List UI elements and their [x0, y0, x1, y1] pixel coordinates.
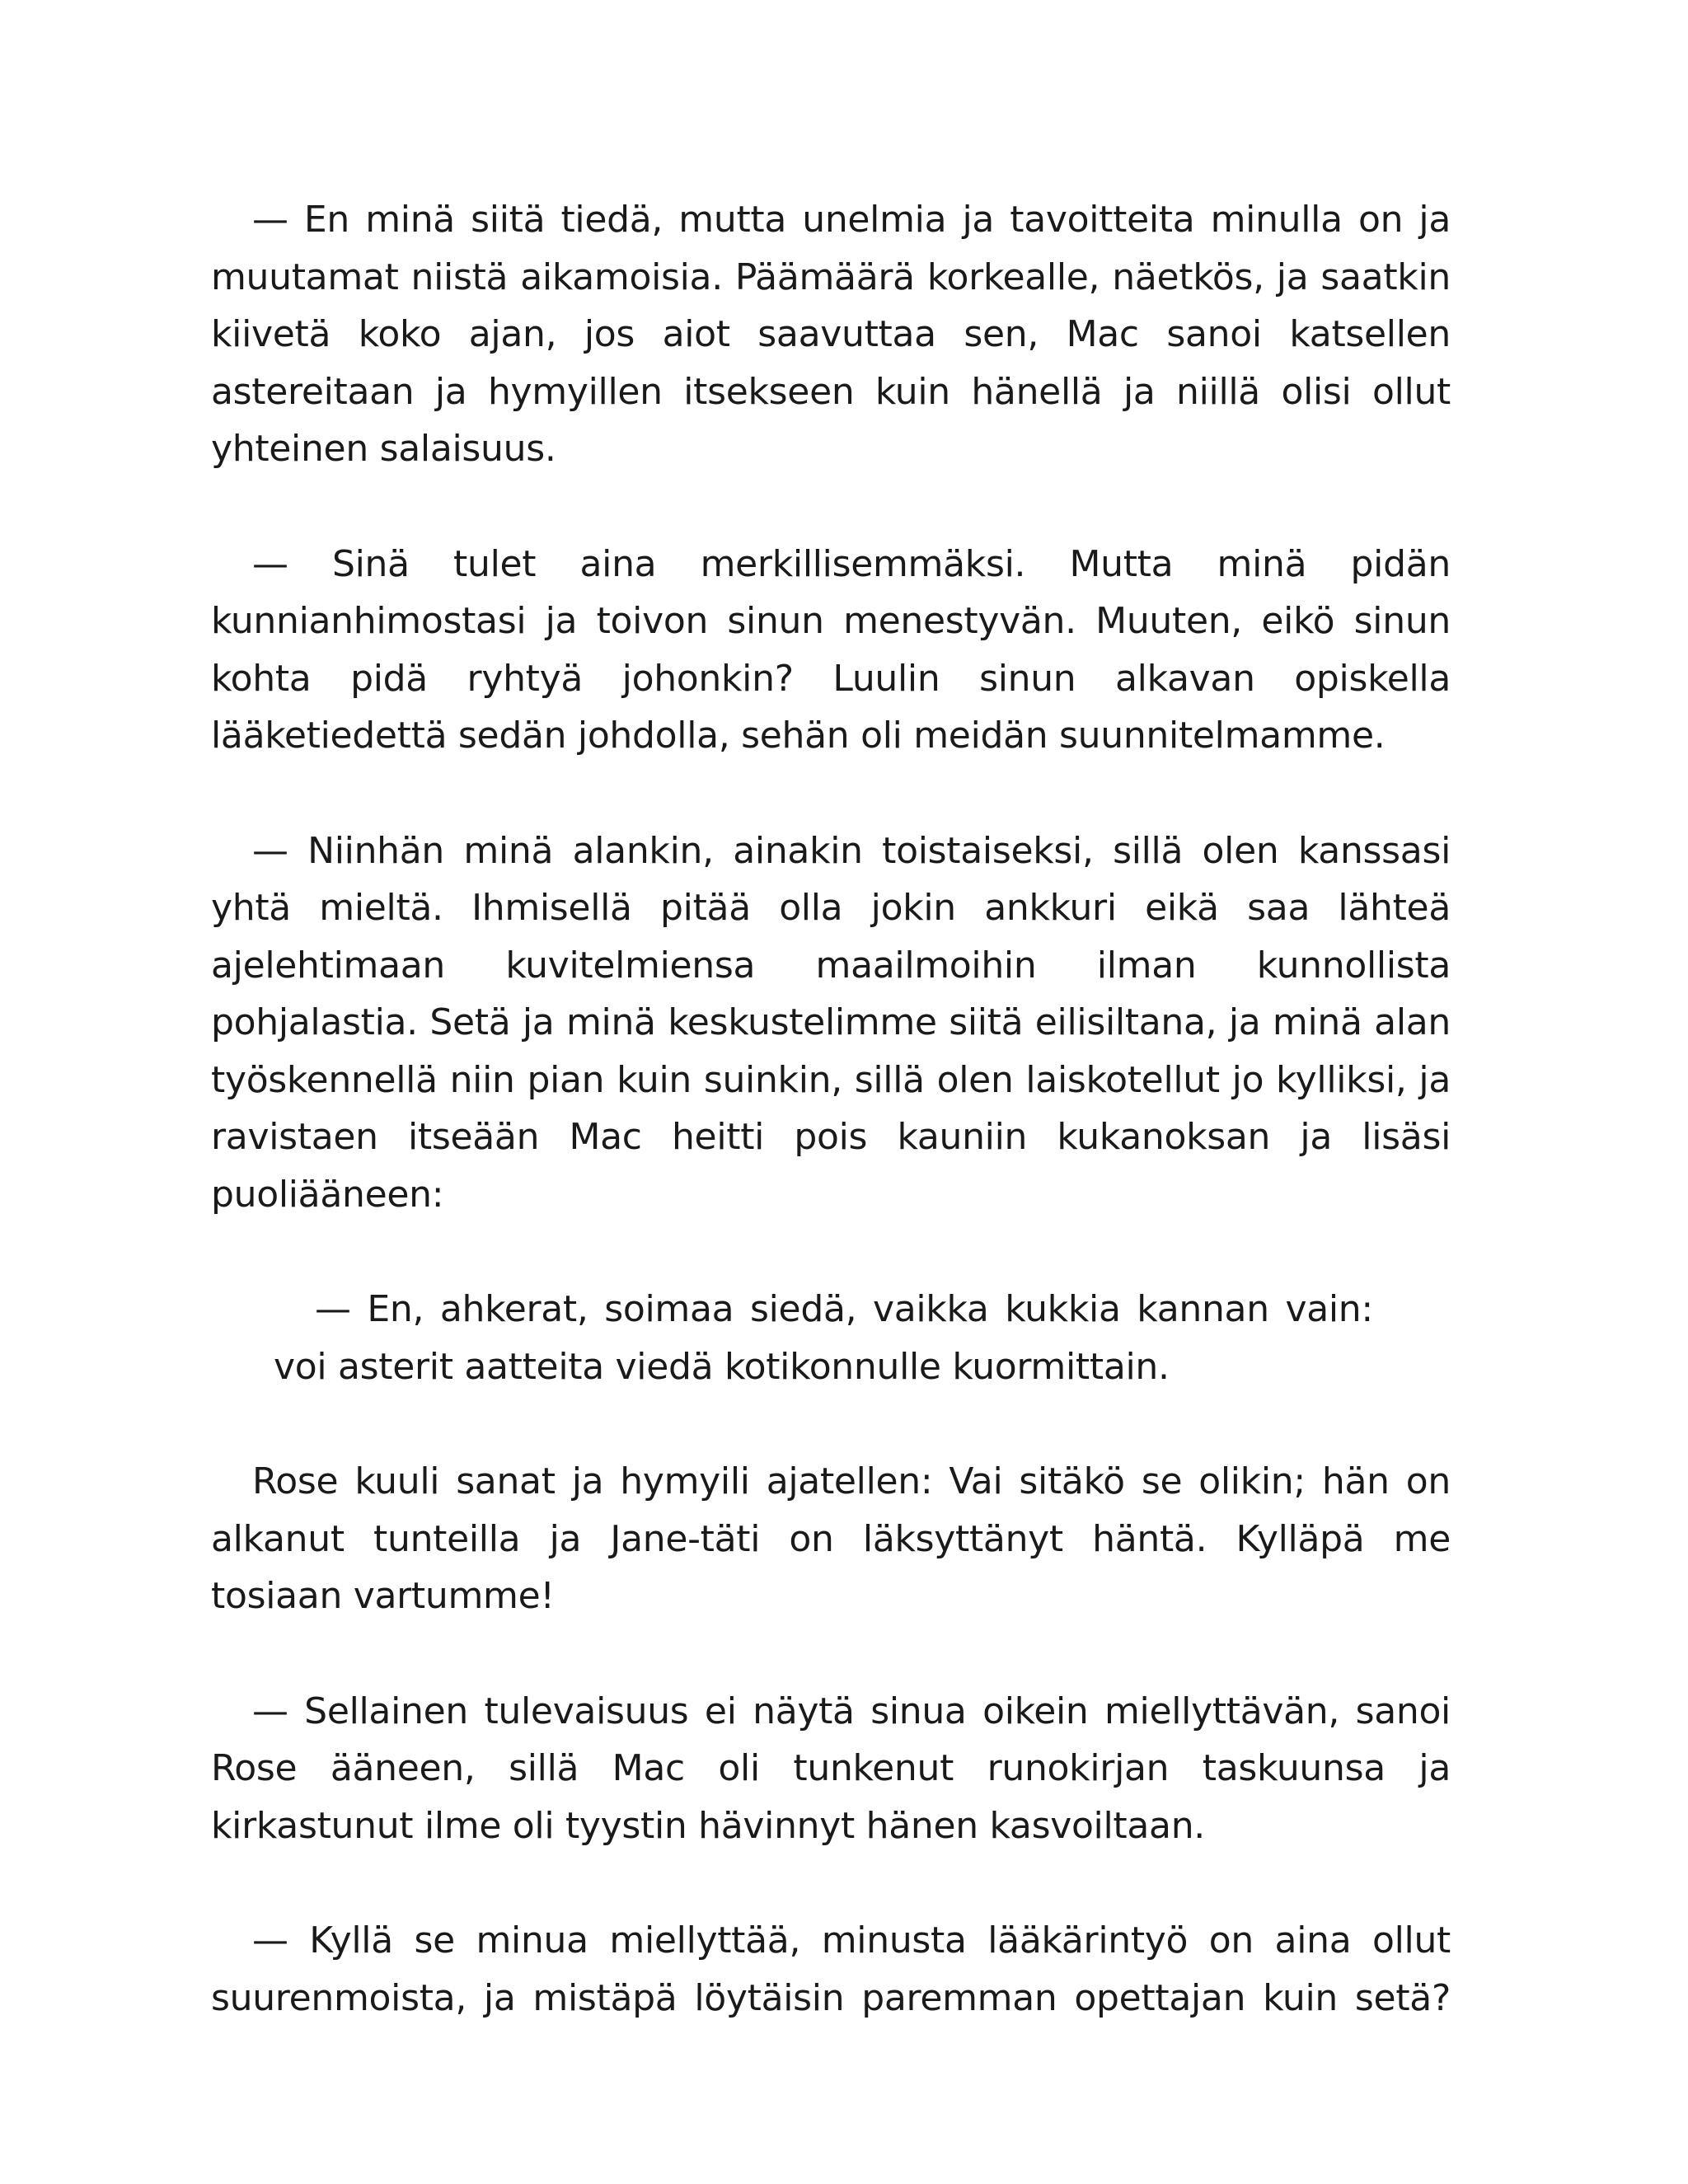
page-body [211, 191, 1451, 2084]
paragraph: — Niinhän minä alankin, ainakin toistaiseksi, sillä olen kanssasi yhtä mieltä. Ihmisellä pitää olla jokin ankkuri eikä saa lähteä ajelehtimaan kuvitelmiensa maailmoihin ilman kunnollista pohjalastia. Setä ja minä keskustelimme siitä eilisiltana, ja minä alan työskennellä niin pian kuin suinkin, sillä olen laiskotellut jo kylliksi, ja ravistaen itseään Mac heitti pois kauniin kukanoksan ja lisäsi puoliääneen: [211, 829, 1451, 1216]
verse-line: voi asterit aatteita viedä kotikonnulle kuormittain. [274, 1345, 1170, 1388]
paragraph: — Kyllä se minua miellyttää, minusta lääkärintyö on aina ollut suurenmoista, ja mistäpä löytäisin paremman opettajan kuin setä? [211, 1919, 1451, 2019]
paragraph: Rose kuuli sanat ja hymyili ajatellen: Vai sitäkö se olikin; hän on alkanut tunteilla ja Jane-täti on läksyttänyt häntä. Kylläpä me tosiaan vartumme! [211, 1460, 1451, 1617]
paragraph: — Sinä tulet aina merkillisemmäksi. Mutta minä pidän kunnianhimostasi ja toivon sinun menestyvän. Muuten, eikö sinun kohta pidä ryhtyä johonkin? Luulin sinun alkavan opiskella lääketiedettä sedän johdolla, sehän oli meidän suunnitelmamme. [211, 542, 1451, 757]
paragraph: — Sellainen tulevaisuus ei näytä sinua oikein miellyttävän, sanoi Rose ääneen, sillä Mac oli tunkenut runokirjan taskuunsa ja kirkastunut ilme oli tyystin hävinnyt hänen kasvoiltaan. [211, 1690, 1451, 1847]
verse-quote [211, 1281, 1451, 1395]
verse-line: — En, ahkerat, soimaa siedä, vaikka kukkia kannan vain: [315, 1288, 1373, 1330]
paragraph: — En minä siitä tiedä, mutta unelmia ja tavoitteita minulla on ja muutamat niistä aikamoisia. Päämäärä korkealle, näetkös, ja saatkin kiivetä koko ajan, jos aiot saavuttaa sen, Mac sanoi katsellen astereitaan ja hymyillen itsekseen kuin hänellä ja niillä olisi ollut yhteinen salaisuus. [211, 199, 1451, 470]
